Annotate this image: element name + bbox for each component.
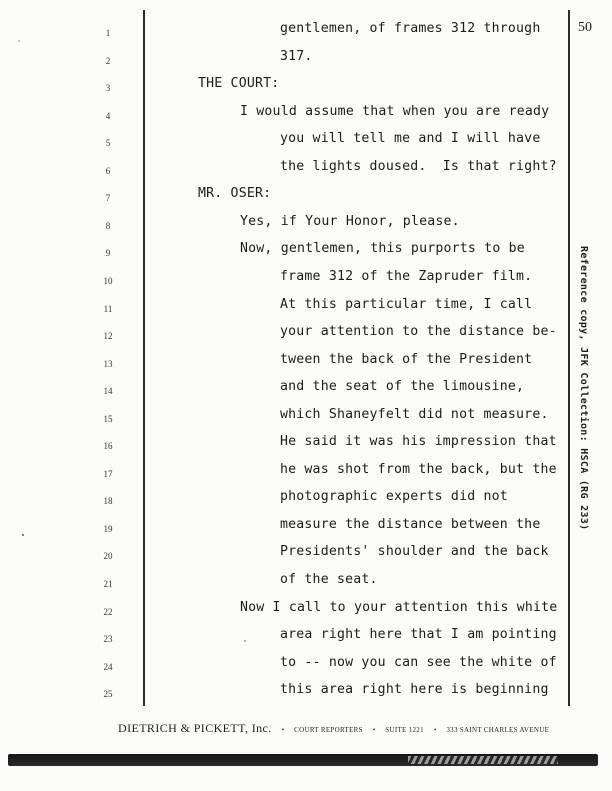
scan-speck bbox=[244, 640, 246, 642]
transcript-line: frame 312 of the Zapruder film. bbox=[280, 268, 533, 284]
archive-reference-stamp: Reference copy, JFK Collection: HSCA (RG 233) bbox=[578, 246, 589, 531]
transcript-line: gentlemen, of frames 312 through bbox=[280, 21, 541, 36]
line-number: 10 bbox=[103, 275, 113, 286]
scan-speck bbox=[18, 40, 20, 42]
line-number: 15 bbox=[103, 413, 113, 424]
firm-role: COURT REPORTERS bbox=[294, 726, 363, 734]
line-number: 8 bbox=[105, 220, 111, 231]
transcript-line: to -- now you can see the white of bbox=[280, 654, 557, 670]
transcript-line: 317. bbox=[280, 48, 313, 64]
line-number: 5 bbox=[105, 138, 111, 149]
transcript-line: tween the back of the President bbox=[280, 351, 533, 367]
firm-name: DIETRICH & PICKETT, Inc. bbox=[118, 721, 272, 735]
transcript-line: Now, gentlemen, this purports to be bbox=[240, 241, 525, 257]
transcript-line: photographic experts did not bbox=[280, 489, 508, 505]
line-number: 7 bbox=[105, 193, 111, 204]
line-number: 24 bbox=[103, 661, 113, 672]
line-number: 14 bbox=[103, 386, 113, 397]
transcript-line: I would assume that when you are ready bbox=[240, 103, 550, 119]
transcript-line: area right here that I am pointing bbox=[280, 627, 557, 643]
transcript-line: which Shaneyfelt did not measure. bbox=[280, 406, 549, 422]
scan-speck bbox=[22, 534, 24, 536]
line-number: 17 bbox=[103, 468, 113, 479]
separator-dot: • bbox=[372, 726, 376, 734]
line-number: 11 bbox=[103, 303, 113, 314]
line-number: 18 bbox=[103, 496, 113, 507]
firm-suite: SUITE 1221 bbox=[385, 726, 424, 734]
line-number: 2 bbox=[105, 55, 111, 66]
line-number: 6 bbox=[105, 165, 111, 176]
page-frame-right-rule bbox=[568, 10, 570, 706]
page-frame-left-rule bbox=[143, 10, 145, 706]
line-number: 22 bbox=[103, 606, 113, 617]
court-reporter-footer bbox=[118, 719, 558, 737]
line-number: 21 bbox=[103, 579, 113, 589]
line-number: 12 bbox=[103, 331, 113, 342]
line-number: 20 bbox=[103, 551, 113, 562]
transcript-line: of the seat. bbox=[280, 572, 378, 587]
line-number: 19 bbox=[103, 523, 113, 534]
transcript-line: Now I call to your attention this white bbox=[240, 599, 558, 615]
transcript-line: you will tell me and I will have bbox=[280, 131, 541, 147]
transcript-line: MR. OSER: bbox=[198, 186, 272, 202]
line-number: 16 bbox=[103, 441, 113, 452]
transcript-line: At this particular time, I call bbox=[280, 296, 533, 312]
line-number: 9 bbox=[105, 248, 111, 259]
line-number: 25 bbox=[103, 689, 113, 700]
line-number: 13 bbox=[103, 358, 113, 369]
line-number: 3 bbox=[105, 83, 111, 94]
separator-dot: • bbox=[433, 726, 437, 734]
transcript-line: this area right here is beginning bbox=[280, 682, 549, 698]
transcript-line: your attention to the distance be- bbox=[280, 324, 557, 340]
scan-edge-wear bbox=[408, 756, 558, 764]
page-number: 50 bbox=[578, 20, 592, 35]
transcript-line: THE COURT: bbox=[198, 76, 280, 92]
scan-edge-bar bbox=[8, 754, 598, 766]
line-number: 1 bbox=[105, 28, 111, 38]
transcript-line: he was shot from the back, but the bbox=[280, 461, 557, 477]
transcript-line: He said it was his impression that bbox=[280, 434, 557, 450]
line-number: 4 bbox=[105, 110, 111, 121]
transcript-line: and the seat of the limousine, bbox=[280, 379, 525, 395]
line-number: 23 bbox=[103, 634, 113, 645]
transcript-line: measure the distance between the bbox=[280, 516, 541, 532]
transcript-line: the lights doused. Is that right? bbox=[280, 158, 557, 174]
separator-dot: • bbox=[281, 726, 285, 734]
firm-address: 333 SAINT CHARLES AVENUE bbox=[446, 726, 550, 734]
transcript-line: Presidents' shoulder and the back bbox=[280, 544, 549, 560]
transcript-line: Yes, if Your Honor, please. bbox=[240, 213, 460, 229]
